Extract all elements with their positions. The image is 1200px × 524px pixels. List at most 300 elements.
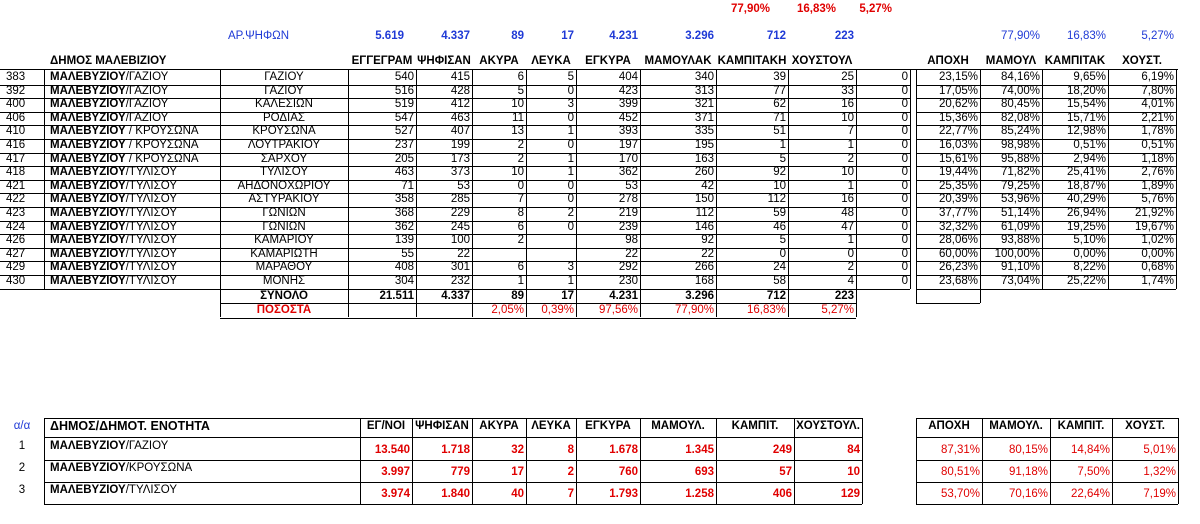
row-value: 22 [457, 247, 470, 260]
row-value: 10 [511, 166, 524, 179]
unit-name: /ΓΑΖΙΟΥ [125, 98, 169, 111]
votes-label: ΑΡ.ΨΗΦΩΝ [228, 30, 290, 42]
row-value: 3 [567, 261, 574, 274]
row-pct: 23,68% [938, 275, 978, 287]
table2-value: 249 [772, 444, 792, 456]
row-value: 0 [517, 179, 524, 192]
row-value: 260 [694, 166, 714, 179]
row-value: 5 [517, 84, 524, 97]
row-place: ΓΑΖΙΟΥ [264, 71, 304, 83]
table2-row-municipality [48, 484, 358, 497]
pct-value: 77,90% [674, 304, 714, 317]
grid-line [916, 418, 917, 504]
table2-value: 3.997 [381, 466, 410, 478]
total-value: 223 [834, 289, 854, 302]
grid-line [716, 418, 717, 504]
row-value: 423 [618, 84, 638, 97]
row-value: 112 [695, 207, 714, 219]
row-value: 58 [773, 275, 786, 287]
row-pct: 7,80% [1141, 84, 1174, 97]
top-pct-kampitakis: 16,83% [796, 3, 836, 15]
row-pct: 5,76% [1141, 193, 1174, 206]
grid-line [1108, 69, 1109, 289]
table2-row-number: 2 [18, 462, 26, 474]
row-value: 6 [517, 220, 524, 233]
row-pct: 1,89% [1141, 179, 1174, 192]
table2-value: 129 [840, 488, 860, 500]
row-value: 168 [694, 275, 714, 287]
grid-line [44, 418, 862, 419]
grid-line [916, 69, 917, 289]
row-value: 10 [841, 111, 854, 124]
grid-line [916, 437, 1178, 438]
unit-name: /ΤΥΛΙΣΟΥ [125, 261, 177, 274]
row-value: 22 [701, 247, 714, 260]
table2-pct: 7,19% [1143, 488, 1176, 500]
grid-line [44, 69, 45, 289]
municipality-name: ΜΑΛΕΒΥΖΙΟΥ [50, 207, 126, 219]
row-value: 197 [618, 139, 638, 151]
table2-row-municipality [48, 440, 358, 453]
municipality-name: ΜΑΛΕΒΥΖΙΟΥ [50, 152, 126, 165]
row-value: 373 [450, 166, 470, 179]
municipality-name: ΜΑΛΕΒΥΖΙΟΥ [50, 71, 126, 83]
row-pct: 18,87% [1066, 179, 1106, 192]
row-value: 232 [450, 275, 470, 287]
unit-name: /ΤΥΛΙΣΟΥ [125, 484, 177, 496]
grid-line [0, 69, 916, 70]
row-value: 195 [694, 139, 714, 151]
table1-header: ΨΗΦΙΣΑΝ [417, 55, 471, 67]
table2-pct: 80,51% [940, 466, 980, 478]
grid-line [794, 418, 795, 504]
row-value: 10 [511, 98, 524, 111]
row-value: 412 [450, 98, 470, 111]
grid-line [44, 418, 45, 504]
row-value: 71 [773, 111, 786, 124]
row-place: ΑΗΔΟΝΟΧΩΡΙΟΥ [237, 179, 331, 192]
table2-pct: 87,31% [940, 444, 980, 456]
municipality-name: ΜΑΛΕΒΥΖΙΟΥ [50, 166, 126, 179]
row-value: 0 [901, 261, 908, 274]
row-value: 2 [847, 152, 854, 165]
row-municipality [48, 221, 220, 234]
unit-name: /ΤΥΛΙΣΟΥ [125, 220, 177, 233]
row-pct: 37,77% [938, 207, 978, 219]
total-value: 712 [766, 289, 786, 302]
row-value: 6 [517, 71, 524, 83]
row-station-id: 421 [6, 179, 26, 192]
pct-value: 97,56% [598, 304, 638, 317]
unit-name: /ΤΥΛΙΣΟΥ [125, 275, 177, 287]
table2-header: ΚΑΜΠΙΤ. [1057, 420, 1105, 432]
row-value: 4 [847, 275, 854, 287]
table2-header: ΑΠΟΧΗ [928, 420, 970, 432]
row-pct: 19,25% [1066, 220, 1106, 233]
table2-pct: 7,50% [1077, 466, 1110, 478]
row-value: 527 [394, 125, 414, 138]
row-pct: 6,19% [1141, 71, 1174, 83]
row-value: 321 [694, 98, 714, 111]
row-municipality [48, 261, 220, 274]
votes-value: 5.619 [375, 30, 404, 42]
row-value: 150 [694, 193, 714, 206]
grid-line [360, 418, 361, 504]
row-pct: 51,14% [1000, 207, 1040, 219]
grid-line [416, 290, 417, 317]
table2-value: 760 [618, 466, 638, 478]
grid-line [416, 69, 417, 289]
table2-header: ΜΑΜΟΥΛ. [651, 420, 705, 432]
row-pct: 15,61% [938, 152, 978, 165]
table2-value: 40 [511, 488, 524, 500]
row-pct: 40,29% [1066, 193, 1106, 206]
row-value: 1 [567, 125, 574, 138]
row-pct: 0,68% [1141, 261, 1174, 274]
unit-name: /ΚΡΟΥΣΩΝΑ [125, 462, 193, 474]
grid-line [348, 69, 349, 289]
grid-line [916, 69, 1178, 70]
votes-value: 712 [766, 30, 786, 42]
table2-value: 1.718 [441, 444, 470, 456]
row-value: 1 [567, 152, 574, 165]
table2-header: ΜΑΜΟΥΛ. [989, 420, 1043, 432]
row-value: 463 [394, 166, 414, 179]
row-pct: 2,76% [1141, 166, 1174, 179]
row-value: 516 [394, 84, 414, 97]
row-pct: 82,08% [1000, 111, 1040, 124]
row-station-id: 427 [6, 247, 26, 260]
row-value: 0 [567, 139, 574, 151]
row-municipality [48, 125, 220, 138]
row-value: 0 [779, 247, 786, 260]
row-value: 0 [567, 193, 574, 206]
table1-header: ΜΑΜΟΥΛ [985, 55, 1037, 67]
row-station-id: 406 [6, 111, 26, 124]
row-place: ΑΣΤΥΡΑΚΙΟΥ [248, 193, 320, 206]
row-place: ΚΡΟΥΣΩΝΑ [252, 125, 316, 138]
table1-header: ΕΓΚΥΡΑ [585, 55, 631, 67]
unit-name: /ΤΥΛΙΣΟΥ [125, 179, 177, 192]
row-pct: 0,00% [1141, 247, 1174, 260]
row-pct: 5,10% [1073, 234, 1106, 247]
table2-title: ΔΗΜΟΣ/ΔΗΜΟΤ. ΕΝΟΤΗΤΑ [50, 419, 210, 433]
grid-line [916, 303, 980, 304]
row-value: 39 [773, 71, 786, 83]
municipality-name: ΜΑΛΕΒΥΖΙΟΥ [50, 193, 126, 206]
row-value: 0 [901, 139, 908, 151]
row-value: 98 [625, 234, 638, 247]
municipality-name: ΜΑΛΕΒΥΖΙΟΥ [50, 179, 126, 192]
row-value: 519 [394, 98, 414, 111]
votes-value: 223 [834, 30, 854, 42]
table2-value: 779 [450, 466, 470, 478]
row-municipality [48, 180, 220, 193]
row-pct: 22,77% [938, 125, 978, 138]
table2-value: 17 [511, 466, 524, 478]
pct-value: 2,05% [491, 304, 524, 317]
row-value: 239 [618, 220, 638, 233]
row-value [472, 248, 526, 261]
table1-header: ΧΟΥΣΤ. [1122, 55, 1162, 67]
row-value: 62 [773, 98, 786, 111]
row-value: 46 [773, 220, 786, 233]
table2-value: 1.345 [685, 444, 714, 456]
table2-header: ΕΓ/ΝΟΙ [366, 420, 406, 432]
unit-name: / ΚΡΟΥΣΩΝΑ [125, 125, 199, 138]
row-value: 358 [394, 193, 414, 206]
row-value: 0 [567, 179, 574, 192]
row-value: 0 [901, 111, 908, 124]
grid-line [856, 290, 857, 317]
row-value: 1 [847, 179, 854, 192]
row-pct: 15,54% [1066, 98, 1106, 111]
table1-header: ΧΟΥΣΤΟΥΛ [791, 55, 853, 67]
total-value: 21.511 [379, 289, 414, 302]
row-station-id: 410 [6, 125, 26, 138]
row-value: 25 [841, 71, 854, 83]
row-place: ΛΟΥΤΡΑΚΙΟΥ [247, 139, 321, 151]
row-pct: 80,45% [1000, 98, 1040, 111]
row-value: 139 [394, 234, 414, 247]
table2-pct: 5,01% [1143, 444, 1176, 456]
grid-line [916, 482, 1178, 483]
table2-header: ΚΑΜΠΙΤ. [731, 420, 779, 432]
row-value: 8 [517, 207, 524, 219]
row-municipality [48, 112, 220, 125]
municipality-name: ΜΑΛΕΒΥΖΙΟΥ [50, 484, 126, 496]
table2-aa-header: α/α [13, 420, 31, 432]
row-value: 393 [618, 125, 638, 138]
row-pct: 95,88% [1000, 152, 1040, 165]
row-pct: 1,18% [1141, 152, 1174, 165]
grid-line [1176, 69, 1177, 289]
row-value: 59 [773, 207, 786, 219]
grid-line [526, 418, 527, 504]
table2-value: 32 [511, 444, 524, 456]
row-pct: 85,24% [1000, 125, 1040, 138]
table2-pct: 14,84% [1070, 444, 1110, 456]
row-value: 362 [394, 220, 414, 233]
row-value: 0 [901, 220, 908, 233]
table2-value: 693 [694, 466, 714, 478]
municipality-name: ΜΑΛΕΒΥΖΙΟΥ [50, 125, 126, 138]
grid-line [788, 69, 789, 289]
row-value: 285 [450, 193, 470, 206]
table2-header: ΑΚΥΡΑ [479, 420, 519, 432]
row-value: 163 [694, 152, 714, 165]
row-pct: 71,82% [1000, 166, 1040, 179]
row-pct: 23,15% [938, 71, 978, 83]
row-value: 0 [901, 84, 908, 97]
row-value: 24 [773, 261, 786, 274]
pct-label: ΠΟΣΟΣΤΑ [256, 304, 312, 317]
table2-value: 1.793 [609, 488, 638, 500]
grid-line [220, 69, 221, 289]
table2-header: ΧΟΥΣΤ. [1125, 420, 1165, 432]
row-value: 278 [618, 193, 638, 206]
row-municipality [48, 153, 220, 166]
row-value: 219 [618, 207, 638, 219]
pct-value: 5,27% [821, 304, 854, 317]
table1-header: ΛΕΥΚΑ [531, 55, 571, 67]
table2-header: ΨΗΦΙΣΑΝ [415, 420, 469, 432]
total-value: 4.337 [441, 289, 470, 302]
row-value: 0 [901, 71, 908, 83]
row-place: ΓΩΝΙΩΝ [262, 207, 306, 219]
grid-line [412, 418, 413, 504]
row-value: 10 [773, 179, 786, 192]
row-pct: 19,67% [1134, 220, 1174, 233]
row-value: 0 [901, 234, 908, 247]
pct-value: 0,39% [541, 304, 574, 317]
row-place: ΚΑΛΕΣΙΩΝ [255, 98, 313, 111]
row-pct: 4,01% [1141, 98, 1174, 111]
row-value: 0 [901, 193, 908, 206]
row-place: ΡΟΔΙΑΣ [262, 111, 306, 124]
row-station-id: 426 [6, 234, 26, 247]
row-value: 22 [625, 247, 638, 260]
row-pct: 25,35% [938, 179, 978, 192]
grid-line [916, 504, 1178, 505]
row-value: 415 [450, 71, 470, 83]
table2-header: ΛΕΥΚΑ [531, 420, 571, 432]
row-municipality [48, 85, 220, 98]
row-pct: 100,00% [994, 247, 1040, 260]
municipality-name: ΜΑΛΕΒΥΖΙΟΥ [50, 247, 126, 260]
grid-line [576, 418, 577, 504]
row-value: 452 [618, 111, 638, 124]
unit-name: /ΓΑΖΙΟΥ [125, 84, 169, 97]
row-pct: 84,16% [1000, 71, 1040, 83]
row-value: 11 [512, 111, 524, 124]
municipality-name: ΜΑΛΕΒΥΖΙΟΥ [50, 220, 126, 233]
row-value: 7 [517, 193, 524, 206]
row-pct: 60,00% [938, 247, 978, 260]
row-pct: 19,44% [938, 166, 978, 179]
grid-line [916, 460, 1178, 461]
table2-value: 57 [779, 466, 792, 478]
row-value: 2 [517, 234, 524, 247]
row-station-id: 423 [6, 207, 26, 219]
table2-value: 13.540 [374, 444, 410, 456]
row-value: 2 [847, 261, 854, 274]
grid-line [1042, 69, 1043, 289]
row-value: 0 [901, 275, 908, 287]
row-place: ΚΑΜΑΡΙΩΤΗ [250, 247, 318, 260]
row-value: 33 [841, 84, 854, 97]
top-pct-choustoulakis: 5,27% [859, 3, 892, 15]
row-pct: 15,71% [1066, 111, 1106, 124]
row-value: 42 [701, 179, 714, 192]
row-value: 0 [901, 207, 908, 219]
grid-line [916, 290, 917, 304]
row-place: ΓΑΖΙΟΥ [264, 84, 304, 97]
row-value: 71 [401, 179, 414, 192]
row-value [526, 248, 576, 261]
table2-pct: 80,15% [1008, 444, 1048, 456]
row-pct: 26,23% [938, 261, 978, 274]
unit-name: /ΤΥΛΙΣΟΥ [125, 207, 177, 219]
row-value: 1 [847, 139, 854, 151]
table2-pct: 53,70% [940, 488, 980, 500]
grid-line [44, 504, 862, 505]
row-municipality [48, 166, 220, 179]
table2-pct: 22,64% [1070, 488, 1110, 500]
row-value: 0 [901, 179, 908, 192]
grid-line [856, 69, 857, 289]
row-value: 1 [847, 234, 854, 247]
row-pct: 20,39% [938, 193, 978, 206]
row-pct: 17,05% [938, 84, 978, 97]
table2-header: ΕΓΚΥΡΑ [585, 420, 631, 432]
row-pct: 1,02% [1141, 234, 1174, 247]
row-value: 2 [517, 152, 524, 165]
unit-name: / ΚΡΟΥΣΩΝΑ [125, 152, 199, 165]
table1-header: ΑΠΟΧΗ [927, 55, 969, 67]
table2-pct: 70,16% [1008, 488, 1048, 500]
row-value: 5 [779, 152, 786, 165]
row-value: 428 [450, 84, 470, 97]
row-value: 230 [618, 275, 638, 287]
grid-line [640, 418, 641, 504]
table1-header: ΑΚΥΡΑ [479, 55, 519, 67]
grid-line [1050, 418, 1051, 504]
table2-value: 1.840 [441, 488, 470, 500]
row-value: 48 [841, 207, 854, 219]
row-pct: 0,00% [1073, 247, 1106, 260]
row-value: 0 [901, 166, 908, 179]
row-station-id: 416 [6, 139, 26, 151]
row-municipality [48, 234, 220, 247]
table2-row-municipality [48, 462, 358, 475]
row-value: 540 [394, 71, 414, 83]
municipality-name: ΜΑΛΕΒΥΖΙΟΥ [50, 98, 126, 111]
row-pct: 0,51% [1073, 139, 1106, 151]
votes-value: 17 [561, 30, 574, 42]
grid-line [980, 290, 981, 304]
row-pct: 74,00% [1000, 84, 1040, 97]
row-pct: 79,25% [1000, 179, 1040, 192]
table2-value: 10 [847, 466, 860, 478]
grid-line [980, 69, 981, 289]
row-value: 2 [517, 139, 524, 151]
top-pct-mamoulakis: 77,90% [730, 3, 770, 15]
row-pct: 26,94% [1066, 207, 1106, 219]
row-pct: 25,22% [1066, 275, 1106, 287]
table2-value: 406 [772, 488, 792, 500]
row-pct: 98,98% [1000, 139, 1040, 151]
row-value: 301 [450, 261, 470, 274]
row-value: 16 [841, 193, 854, 206]
row-value: 313 [694, 84, 714, 97]
row-value: 205 [394, 152, 414, 165]
table1-header: ΜΑΜΟΥΛΑΚ [644, 55, 712, 67]
row-value [526, 234, 576, 247]
row-value: 0 [567, 84, 574, 97]
table2-value: 1.258 [685, 488, 714, 500]
grid-line [910, 69, 911, 289]
municipality-name: ΜΑΛΕΒΥΖΙΟΥ [50, 261, 126, 274]
row-pct: 1,78% [1141, 125, 1174, 138]
row-value: 6 [517, 261, 524, 274]
municipality-name: ΜΑΛΕΒΥΖΙΟΥ [50, 440, 126, 452]
row-value: 47 [841, 220, 854, 233]
unit-name: /ΤΥΛΙΣΟΥ [125, 166, 177, 179]
grid-line [220, 318, 856, 319]
row-value: 547 [394, 111, 414, 124]
table1-header: ΕΓΓΕΓΡΑΜ [351, 55, 413, 67]
